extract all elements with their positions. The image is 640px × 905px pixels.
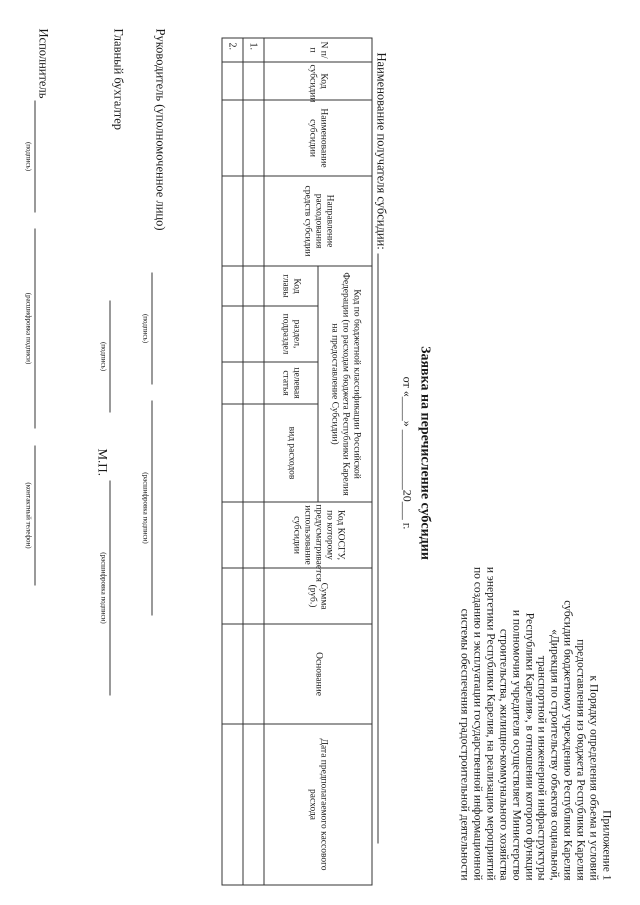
appendix-line: к Порядку определения объема и условий [587,675,600,880]
appendix-line: Республики Карелия», в отношении которого функции [522,612,535,880]
executor-decode-hint: (расшифровка подписи) [24,292,32,364]
table-cell[interactable] [243,62,264,100]
table-header-row [318,38,372,885]
row-number: 1. [243,38,264,62]
executor-label: Исполнитель [36,28,50,98]
head-decode-line[interactable] [151,400,152,615]
head-sign-hint: (подпись) [141,313,149,343]
header-direction: Направление расходования средств субсидии [264,176,372,266]
appendix-line: Приложение 1 [600,809,612,880]
head-label: Руководитель (уполномоченное лицо) [153,28,167,231]
table-cell[interactable] [243,266,264,306]
recipient-label: Наименование получателя субсидии: [374,52,388,250]
table-cell[interactable] [222,100,243,176]
appendix-line: «Дирекция по строительству объектов социальной, [548,628,561,880]
table-cell[interactable] [243,624,264,724]
stamp-placeholder: М.П. [95,448,110,476]
header-chapter: Код главы [264,266,318,306]
appendix-line: системы обеспечения градостроительной деятельности [458,608,471,880]
document-title: Заявка на перечисление субсидии [417,345,432,560]
recipient-field[interactable] [377,253,378,843]
recipient-line [373,52,388,872]
table-cell[interactable] [222,266,243,306]
table-cell[interactable] [222,362,243,404]
table-cell[interactable] [243,724,264,885]
table-cell[interactable] [222,724,243,885]
executor-decode-line[interactable] [34,228,35,428]
header-section: раздел, подраздел [264,306,318,362]
date-line: от «____» __________20___ г. [400,376,414,529]
table-cell[interactable] [222,306,243,362]
table-cell[interactable] [243,502,264,568]
header-expense: вид расходов [264,404,318,502]
table-cell[interactable] [243,306,264,362]
table-row [243,38,264,885]
header-basis: Основание [264,624,372,724]
table-cell[interactable] [222,568,243,624]
header-sum: Сумма (руб.) [264,568,372,624]
row-number: 2. [222,38,243,62]
table-cell[interactable] [222,624,243,724]
table-cell[interactable] [243,176,264,266]
appendix-line: транспортной и инженерной инфраструктуры [535,655,548,880]
appendix-line: строительства, жилищно-коммунального хозяйства [496,628,509,880]
header-num: N п/п [264,38,372,62]
appendix-line: предоставления из бюджета Республики Карелия [574,638,587,880]
header-kosgu: Код КОСГУ, по которому предусматривается использование субсидии [264,502,372,568]
head-signature-line[interactable] [151,272,152,384]
table-cell[interactable] [243,404,264,502]
header-name: Наименование субсидии [264,100,372,176]
executor-signature-line[interactable] [34,100,35,212]
header-code: Код субсидии [264,62,372,100]
table-cell[interactable] [243,362,264,404]
table-cell[interactable] [222,502,243,568]
header-budget-code: Код по бюджетной классификации Российской Федерации (по расходам бюджета Республики Карелия на предоставление Субсидии) [318,266,372,502]
appendix-line: и энергетики Республики Карелия, на реализацию мероприятий [483,566,496,880]
table-cell[interactable] [222,62,243,100]
header-article: целевая статья [264,362,318,404]
appendix-header [457,380,612,880]
table-cell[interactable] [243,568,264,624]
accountant-label: Главный бухгалтер [111,28,125,130]
accountant-decode-line[interactable] [109,480,110,695]
accountant-sign-hint: (подпись) [99,341,107,371]
accountant-signature-line[interactable] [109,300,110,412]
head-decode-hint: (расшифровка подписи) [141,471,149,544]
appendix-line: по созданию и эксплуатации государственной информационной [470,566,483,880]
subsidy-request-table [221,37,372,885]
table-cell[interactable] [222,176,243,266]
table-row [222,38,243,885]
accountant-decode-hint: (расшифровка подписи) [99,551,107,624]
appendix-line: и полномочия учредителя осуществляет Министерство [509,609,522,880]
executor-sign-hint: (подпись) [24,141,32,171]
table-cell[interactable] [243,100,264,176]
appendix-line: субсидии бюджетному учреждению Республики Карелия [561,599,574,880]
executor-phone-line[interactable] [34,445,35,585]
header-date: Дата предполагаемого кассового расхода [264,724,372,885]
table-cell[interactable] [222,404,243,502]
executor-phone-hint: (контактный телефон) [24,481,32,549]
